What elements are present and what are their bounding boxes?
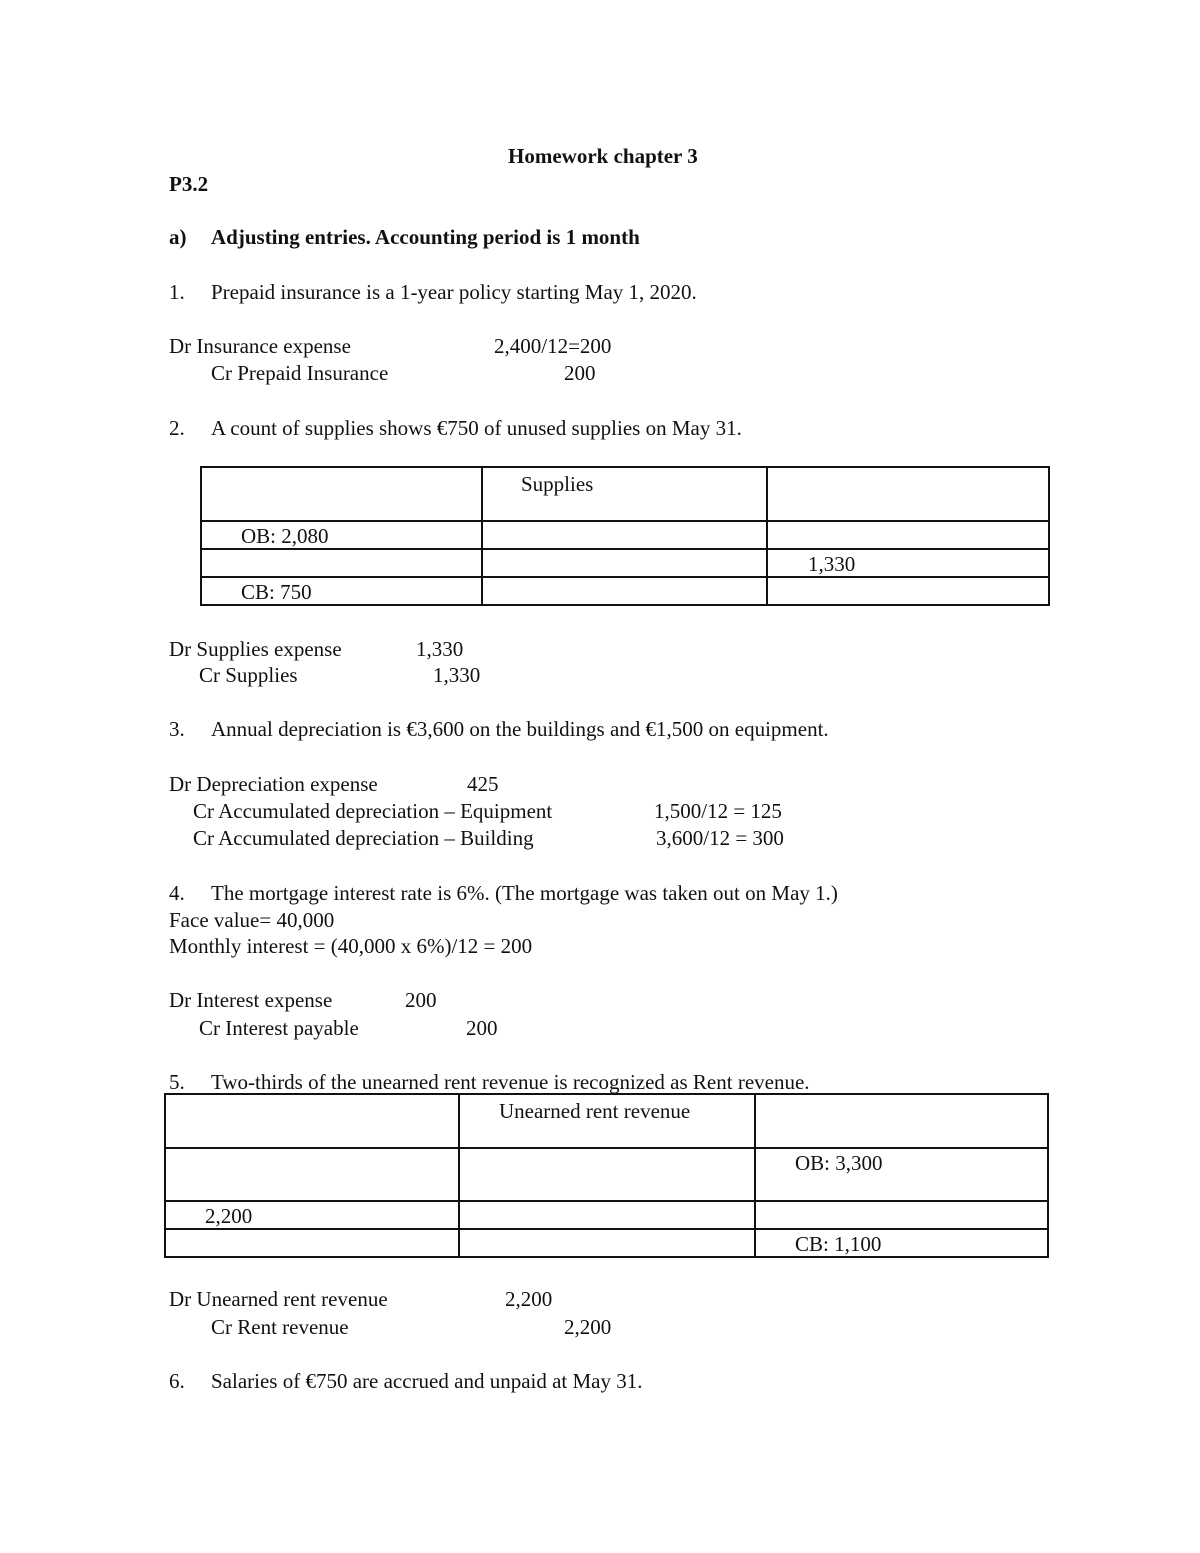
item3-credit1-label: Cr Accumulated depreciation – Equipment — [193, 799, 553, 823]
item4-face-value: Face value= 40,000 — [169, 908, 335, 932]
item5-debit-label: Dr Unearned rent revenue — [169, 1287, 388, 1311]
item6-text: Salaries of €750 are accrued and unpaid at May 31. — [211, 1369, 643, 1393]
table-cell: CB: 1,100 — [795, 1232, 882, 1256]
item2-credit-amount: 1,330 — [433, 663, 481, 687]
table-cell: CB: 750 — [241, 580, 312, 604]
item1-credit-amount: 200 — [564, 361, 596, 385]
t-account-title: Unearned rent revenue — [499, 1099, 691, 1123]
table-row — [201, 577, 1049, 605]
item1-debit-label: Dr Insurance expense — [169, 334, 351, 358]
page-title: Homework chapter 3 — [508, 144, 698, 168]
table-row — [201, 549, 1049, 577]
problem-number: P3.2 — [169, 172, 209, 196]
t-account-title-cell — [459, 1094, 755, 1148]
item6-number: 6. — [169, 1369, 185, 1393]
item3-number: 3. — [169, 717, 185, 741]
t-account-title-cell — [482, 467, 767, 521]
item2-debit-label: Dr Supplies expense — [169, 637, 342, 661]
item1-debit-amount: 2,400/12=200 — [494, 334, 612, 358]
item5-debit-amount: 2,200 — [505, 1287, 553, 1311]
item3-debit-label: Dr Depreciation expense — [169, 772, 378, 796]
item4-credit-amount: 200 — [466, 1016, 498, 1040]
item2-debit-amount: 1,330 — [416, 637, 464, 661]
table-cell: 1,330 — [808, 552, 856, 576]
table-cell: OB: 3,300 — [795, 1151, 883, 1175]
item3-credit2-amount: 3,600/12 = 300 — [656, 826, 784, 850]
table-row — [165, 1229, 1048, 1257]
t-account-header-right — [767, 467, 1049, 521]
table-row — [165, 1148, 1048, 1201]
item3-credit1-amount: 1,500/12 = 125 — [654, 799, 782, 823]
part-a-heading: Adjusting entries. Accounting period is 1 month — [211, 225, 640, 249]
item1-number: 1. — [169, 280, 185, 304]
item4-monthly-interest: Monthly interest = (40,000 x 6%)/12 = 200 — [169, 934, 533, 958]
t-account-header-right — [755, 1094, 1048, 1148]
item2-credit-label: Cr Supplies — [199, 663, 298, 687]
item5-credit-label: Cr Rent revenue — [211, 1315, 349, 1339]
item4-debit-label: Dr Interest expense — [169, 988, 333, 1012]
item3-credit2-label: Cr Accumulated depreciation – Building — [193, 826, 534, 850]
item3-debit-amount: 425 — [467, 772, 499, 796]
item5-credit-amount: 2,200 — [564, 1315, 612, 1339]
item4-credit-label: Cr Interest payable — [199, 1016, 359, 1040]
t-account-header-left — [201, 467, 482, 521]
item5-text: Two-thirds of the unearned rent revenue is recognized as Rent revenue. — [211, 1070, 810, 1094]
item1-credit-label: Cr Prepaid Insurance — [211, 361, 389, 385]
table-row — [165, 1201, 1048, 1229]
t-account-title: Supplies — [521, 472, 594, 496]
item3-text: Annual depreciation is €3,600 on the buildings and €1,500 on equipment. — [211, 717, 829, 741]
part-a-label: a) — [169, 225, 187, 249]
item2-number: 2. — [169, 416, 185, 440]
table-cell: OB: 2,080 — [241, 524, 329, 548]
unearned-rent-t-account — [164, 1093, 1049, 1258]
item1-text: Prepaid insurance is a 1-year policy starting May 1, 2020. — [211, 280, 697, 304]
t-account-header-left — [165, 1094, 459, 1148]
supplies-t-account — [200, 466, 1050, 606]
item5-number: 5. — [169, 1070, 185, 1094]
item2-text: A count of supplies shows €750 of unused supplies on May 31. — [211, 416, 742, 440]
item4-text: The mortgage interest rate is 6%. (The mortgage was taken out on May 1.) — [211, 881, 838, 905]
item4-number: 4. — [169, 881, 185, 905]
table-cell: 2,200 — [205, 1204, 253, 1228]
item4-debit-amount: 200 — [405, 988, 437, 1012]
table-row — [201, 521, 1049, 549]
